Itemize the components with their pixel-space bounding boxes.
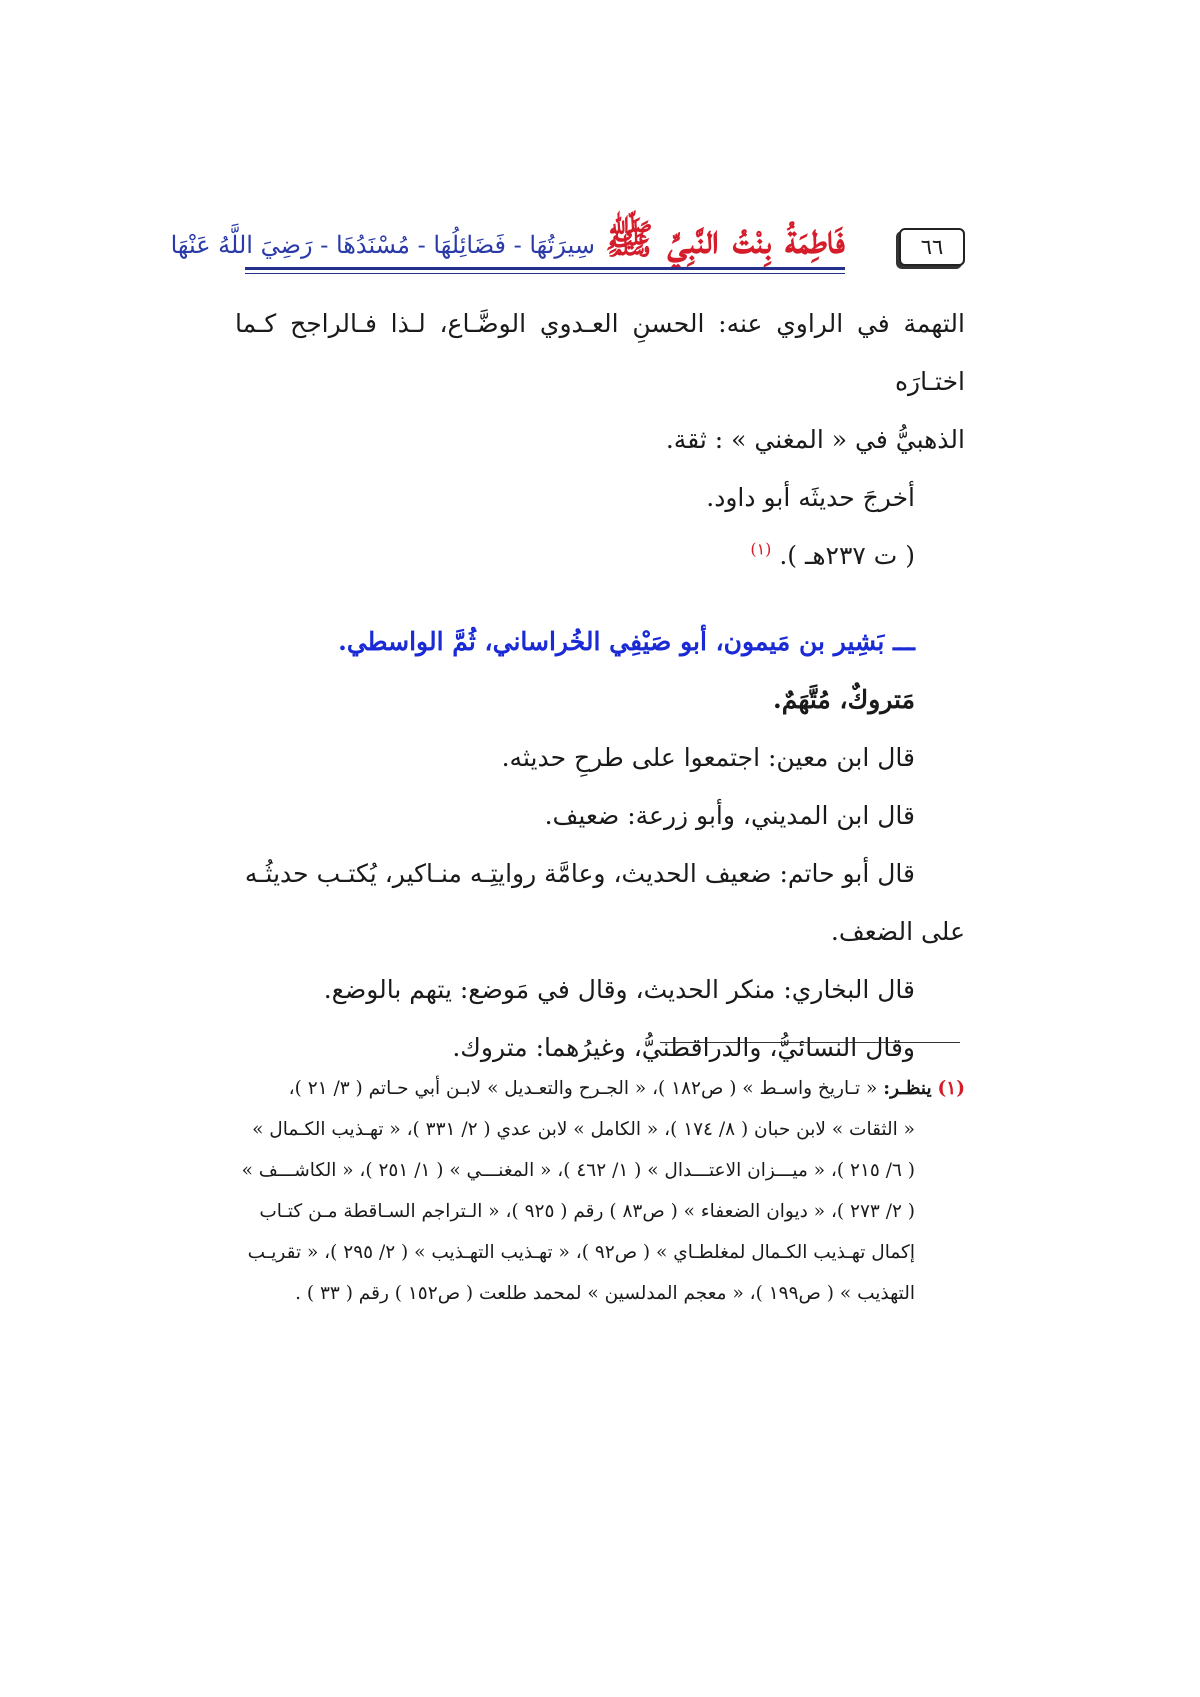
- book-title-main: فَاطِمَةُ بِنْتُ النَّبِيِّ ﷺ: [605, 216, 845, 263]
- quote-line: قال البخاري: منكر الحديث، وقال في مَوضع: يتهم بالوضع.: [323, 975, 915, 1004]
- footnote-text: « تـاريخ واسـط » ( ص١٨٢ )، « الجـرح والتعـديل » لابـن أبي حـاتم ( ٣/ ٢١ )،: [288, 1078, 878, 1099]
- quote-line: على الضعف.: [830, 917, 965, 946]
- narrator-verdict: مَتروكٌ، مُتَّهَمٌ.: [773, 685, 915, 714]
- book-title-sub: سِيرَتُهَا - فَضَائِلُهَا - مُسْنَدُهَا - رَضِيَ اللَّهُ عَنْهَا: [170, 231, 595, 260]
- text-line: التهمة في الراوي عنه: الحسنِ العـدوي الوضَّـاع، لـذا فـالراجح كـما اختـارَه: [235, 309, 965, 396]
- main-text: [235, 295, 965, 1077]
- footnote-line: ( ٢/ ٢٧٣ )، « ديوان الضعفاء » ( ص٨٣ ) رقم ( ٩٢٥ )، « الـتراجم السـاقطة مـن كتـاب: [259, 1201, 915, 1222]
- footnote-line: التهذيب » ( ص١٩٩ )، « معجم المدلسين » لمحمد طلعت ( ص١٥٢ ) رقم ( ٣٣ ) .: [295, 1283, 915, 1304]
- book-title: [170, 190, 845, 263]
- footnote-lead: ينظـر:: [883, 1078, 932, 1099]
- page-header: [170, 190, 965, 270]
- footnotes: [235, 1068, 965, 1314]
- header-rule-thin: [245, 273, 845, 274]
- footnote-ref[interactable]: (١): [750, 539, 772, 559]
- quote-line: قال أبو حاتم: ضعيف الحديث، وعامَّة روايتِـه منـاكير، يُكتـب حديثُـه: [244, 859, 915, 888]
- footnote-line: [235, 1068, 965, 1109]
- text-line: الذهبيُّ في « المغني » : ثقة.: [665, 425, 965, 454]
- footnote-line: ( ٦/ ٢١٥ )، « ميـــزان الاعتـــدال » ( ١/ ٤٦٢ )، « المغنـــي » ( ١/ ٢٥١ )، « الكاشـــف »: [241, 1160, 915, 1181]
- footnote-line: « الثقات » لابن حبان ( ٨/ ١٧٤ )، « الكامل » لابن عدي ( ٢/ ٣٣١ )، « تهـذيب الكـمال »: [252, 1119, 915, 1140]
- death-date: ( ت ٢٣٧هـ ).: [779, 541, 915, 570]
- page-number: ٦٦: [899, 228, 965, 266]
- quote-line: قال ابن معين: اجتمعوا على طرحِ حديثه.: [501, 743, 915, 772]
- text-line: أخرجَ حديثَه أبو داود.: [706, 483, 915, 512]
- footnote-number: (١): [937, 1078, 965, 1099]
- quote-line: وقال النسائيُّ، والدراقطنيُّ، وغيرُهما: متروك.: [452, 1033, 915, 1062]
- quote-line: قال ابن المديني، وأبو زرعة: ضعيف.: [544, 801, 915, 830]
- header-rule: [245, 267, 845, 270]
- narrator-heading: ـــ بَشِير بن مَيمون، أبو صَيْفِي الخُراساني، ثُمَّ الواسطي.: [338, 627, 915, 656]
- footnote-line: إكمال تهـذيب الكـمال لمغلطـاي » ( ص٩٢ )، « تهـذيب التهـذيب » ( ٢/ ٢٩٥ )، « تقريـب: [247, 1242, 915, 1263]
- text-line-with-footnote: [235, 527, 965, 585]
- footnote-separator: [660, 1042, 960, 1043]
